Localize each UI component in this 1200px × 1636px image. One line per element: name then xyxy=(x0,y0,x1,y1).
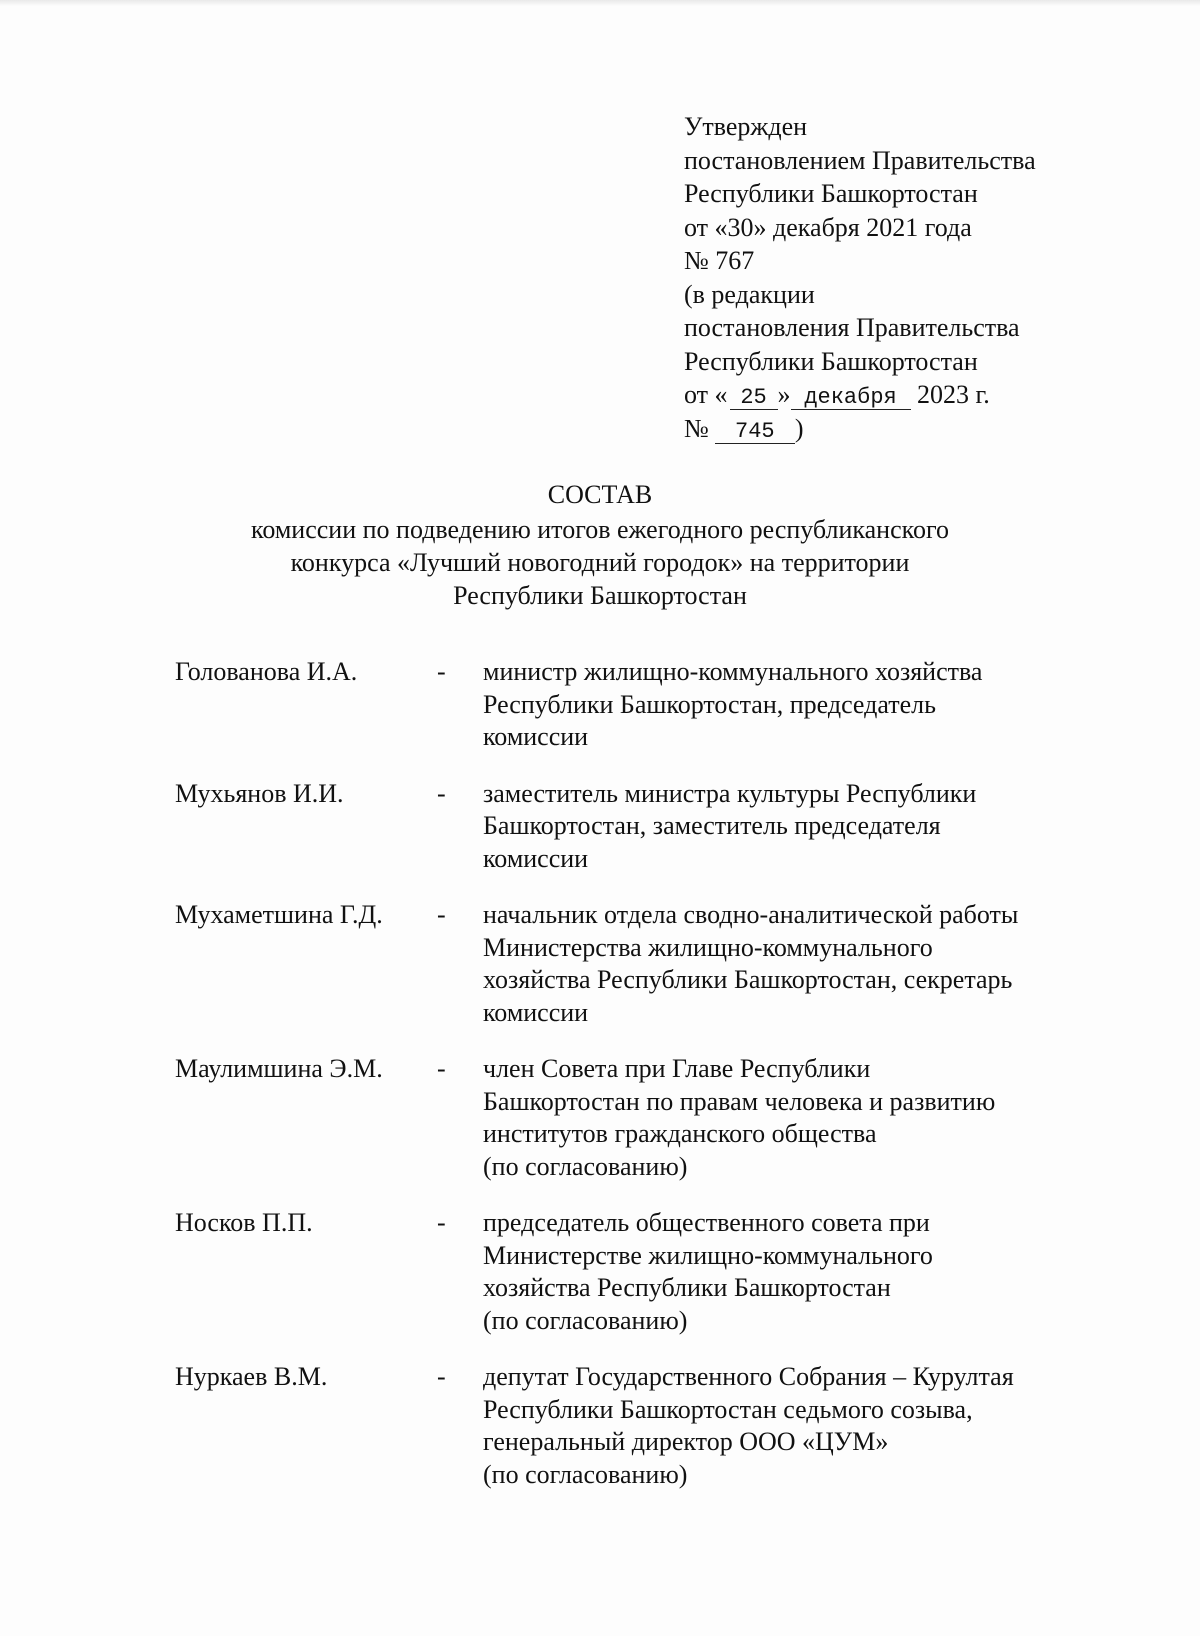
date-day-field: 25 xyxy=(730,387,778,410)
number-suffix: ) xyxy=(794,413,804,443)
members-list xyxy=(175,656,1175,1515)
member-row xyxy=(175,1053,1175,1183)
description-line: генеральный директор ООО «ЦУМ» xyxy=(483,1427,889,1456)
member-dash: - xyxy=(437,778,446,808)
description-line: комиссии xyxy=(483,722,589,751)
approval-line: от «30» декабря 2021 года xyxy=(684,212,972,242)
member-name: Мухаметшина Г.Д. xyxy=(175,900,383,929)
description-line: (по согласованию) xyxy=(483,1459,688,1489)
member-name: Носков П.П. xyxy=(175,1208,313,1237)
member-row xyxy=(175,1207,1175,1337)
member-description xyxy=(483,1361,1123,1491)
scan-edge xyxy=(0,0,1200,6)
approval-line: № 767 xyxy=(684,246,755,275)
approval-line: Утвержден xyxy=(684,112,808,141)
date-year: 2023 г. xyxy=(917,380,990,409)
date-quote-close: » xyxy=(777,380,791,409)
member-name: Нуркаев В.М. xyxy=(175,1362,328,1391)
description-line: начальник отдела сводно-аналитической работы xyxy=(483,900,1019,929)
approval-block xyxy=(684,110,1184,445)
description-line: Республики Башкортостан, председатель xyxy=(483,689,936,719)
description-line: Республики Башкортостан седьмого созыва, xyxy=(483,1394,973,1424)
member-row xyxy=(175,778,1175,876)
member-description xyxy=(483,1053,1123,1183)
member-dash: - xyxy=(437,657,446,686)
member-name: Мухьянов И.И. xyxy=(175,778,344,808)
member-name: Маулимшина Э.М. xyxy=(175,1054,383,1083)
member-description xyxy=(483,778,1123,876)
description-line: Министерства жилищно-коммунального xyxy=(483,932,933,962)
description-line: (по согласованию) xyxy=(483,1305,688,1335)
member-description xyxy=(483,1207,1123,1337)
member-row xyxy=(175,656,1175,754)
number-field: 745 xyxy=(715,421,795,444)
approval-line: (в редакции xyxy=(684,279,815,309)
approval-line: Республики Башкортостан xyxy=(684,346,978,376)
document-title xyxy=(0,478,1200,612)
description-line: член Совета при Главе Республики xyxy=(483,1054,871,1083)
date-month-field: декабря xyxy=(791,387,911,410)
description-line: комиссии xyxy=(483,997,589,1027)
description-line: председатель общественного совета при xyxy=(483,1208,930,1237)
title-line: конкурса «Лучший новогодний городок» на территории xyxy=(290,548,910,577)
member-row xyxy=(175,899,1175,1029)
approval-line: постановлением Правительства xyxy=(684,145,1036,175)
approval-line: постановления Правительства xyxy=(684,313,1020,342)
member-dash: - xyxy=(437,900,446,929)
description-line: депутат Государственного Собрания – Курултая xyxy=(483,1362,1014,1391)
description-line: Министерстве жилищно-коммунального xyxy=(483,1240,933,1270)
description-line: заместитель министра культуры Республики xyxy=(483,778,977,808)
title-heading: СОСТАВ xyxy=(547,480,653,509)
description-line: министр жилищно-коммунального хозяйства xyxy=(483,657,983,686)
description-line: комиссии xyxy=(483,843,589,873)
amendment-date-line xyxy=(684,378,1184,412)
member-description xyxy=(483,656,1123,754)
member-dash: - xyxy=(437,1054,446,1083)
member-name: Голованова И.А. xyxy=(175,657,358,686)
member-dash: - xyxy=(437,1208,446,1237)
member-description xyxy=(483,899,1123,1029)
description-line: Башкортостан по правам человека и развитию xyxy=(483,1086,996,1116)
amendment-number-line xyxy=(684,412,1184,446)
description-line: хозяйства Республики Башкортостан, секретарь xyxy=(483,965,1013,994)
title-line: Республики Башкортостан xyxy=(453,581,747,610)
member-row xyxy=(175,1361,1175,1491)
date-prefix: от « xyxy=(684,380,728,409)
description-line: (по согласованию) xyxy=(483,1151,688,1181)
description-line: хозяйства Республики Башкортостан xyxy=(483,1273,891,1302)
number-prefix: № xyxy=(684,413,709,443)
approval-line: Республики Башкортостан xyxy=(684,179,978,208)
title-line: комиссии по подведению итогов ежегодного республиканского xyxy=(251,515,949,544)
description-line: Башкортостан, заместитель председателя xyxy=(483,811,941,840)
member-dash: - xyxy=(437,1362,446,1391)
description-line: институтов гражданского общества xyxy=(483,1119,877,1148)
